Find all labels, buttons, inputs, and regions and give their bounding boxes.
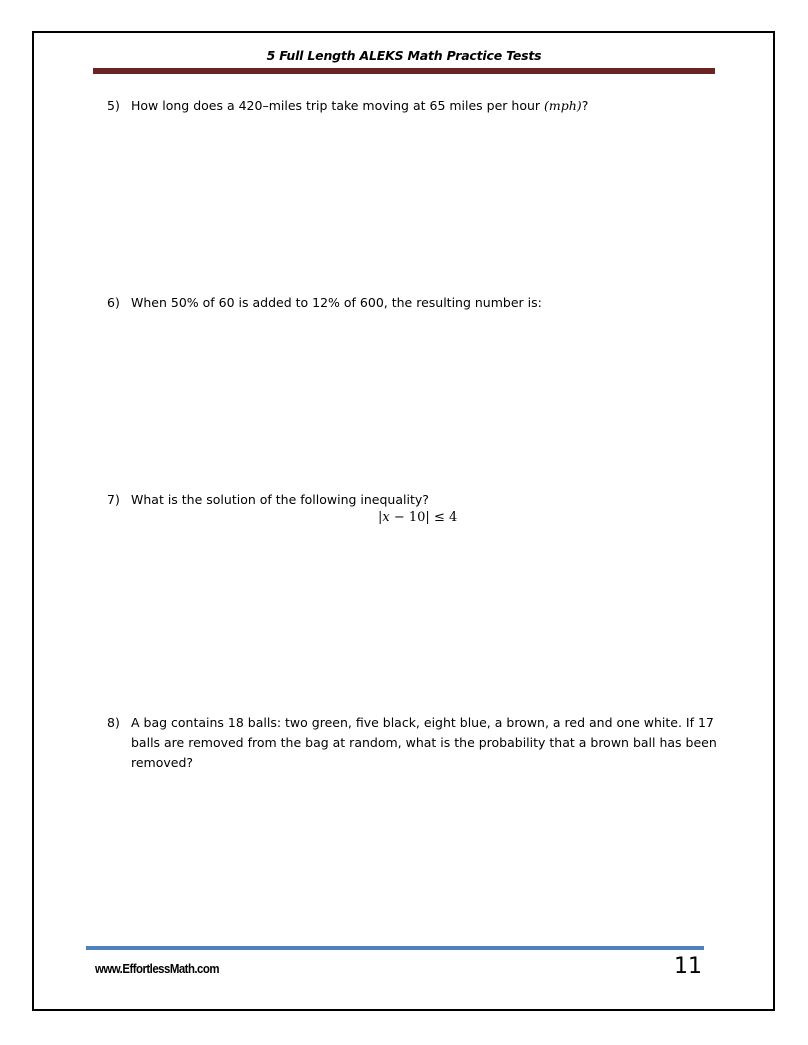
math-part: − 10| ≤ 4	[389, 510, 458, 525]
math-variable: x	[382, 510, 390, 525]
question-number: 5)	[107, 98, 120, 113]
question-number: 6)	[107, 295, 120, 310]
math-expression: (mph)	[544, 98, 582, 113]
question-text-part: How long does a 420–miles trip take moving at 65 miles per hour	[131, 98, 545, 113]
question-text: What is the solution of the following inequality?	[131, 492, 429, 507]
math-part: |	[378, 510, 383, 525]
question-number: 7)	[107, 492, 120, 507]
question-text	[131, 96, 721, 116]
page-number: 11	[674, 954, 702, 979]
footer-website: www.EffortlessMath.com	[95, 961, 219, 976]
page-header-title: 5 Full Length ALEKS Math Practice Tests	[266, 48, 542, 63]
question-text-part: ?	[581, 98, 589, 113]
question-text: When 50% of 60 is added to 12% of 600, the resulting number is:	[131, 295, 542, 310]
header-divider	[93, 68, 715, 74]
question-text: A bag contains 18 balls: two green, five black, eight blue, a brown, a red and one white. If 17 balls are removed from the bag at random, what is the probability that a brown ball has been removed?	[131, 715, 717, 770]
question-number: 8)	[107, 715, 120, 730]
footer-divider	[86, 946, 704, 950]
inequality-expression	[378, 510, 457, 525]
